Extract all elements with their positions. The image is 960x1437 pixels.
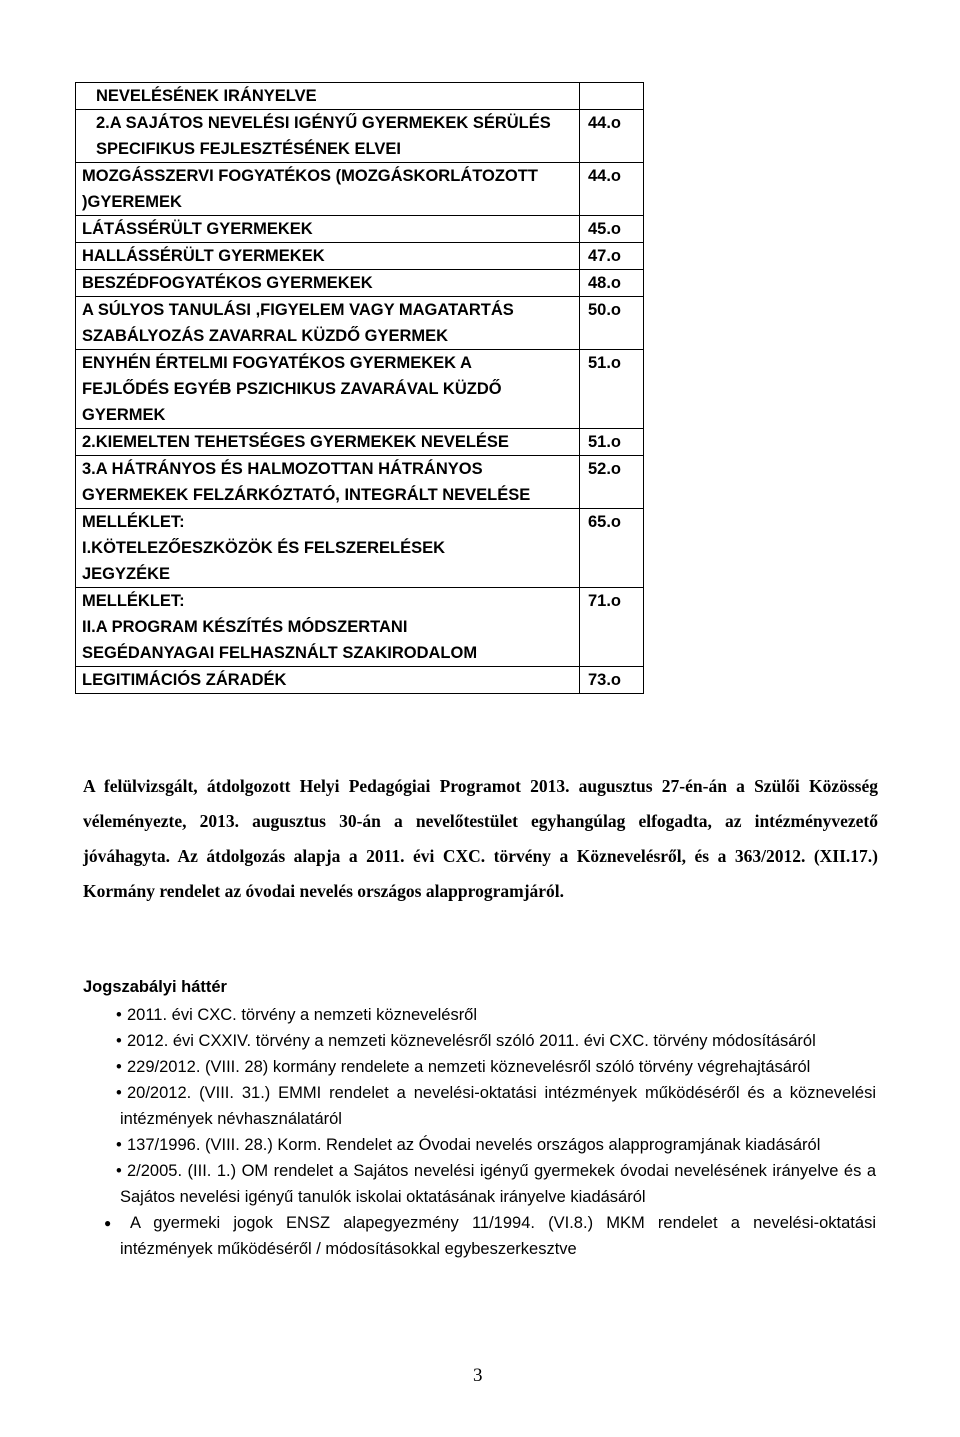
toc-row — [76, 163, 644, 216]
toc-entry-page: 73.o — [580, 667, 644, 694]
toc-entry-line: SEGÉDANYAGAI FELHASZNÁLT SZAKIRODALOM — [82, 644, 478, 662]
toc-entry-title — [76, 83, 580, 110]
bullet-icon: • — [116, 1032, 122, 1050]
toc-entry-title — [76, 216, 580, 243]
bullet-icon: • — [116, 1162, 122, 1180]
toc-entry-line: HALLÁSSÉRÜLT GYERMEKEK — [82, 247, 325, 265]
list-item: ● A gyermeki jogok ENSZ alapegyezmény 11/1994. (VI.8.) MKM rendelet a nevelési-oktatási intézmények működéséről / módosításokkal egybeszerkesztve — [120, 1210, 876, 1262]
toc-entry-title — [76, 350, 580, 429]
toc-entry-title — [76, 667, 580, 694]
list-item: • 2012. évi CXXIV. törvény a nemzeti köznevelésről szóló 2011. évi CXC. törvény módosításáról — [120, 1028, 876, 1054]
bullet-icon: • — [116, 1136, 122, 1154]
toc-entry-page: 48.o — [580, 270, 644, 297]
toc-entry-title — [76, 456, 580, 509]
toc-row — [76, 350, 644, 429]
toc-entry-line: GYERMEKEK FELZÁRKÓZTATÓ, INTEGRÁLT NEVELÉSE — [82, 486, 531, 504]
toc-entry-line: FEJLŐDÉS EGYÉB PSZICHIKUS ZAVARÁVAL KÜZDŐ — [82, 380, 502, 398]
toc-row — [76, 429, 644, 456]
list-item: • 229/2012. (VIII. 28) kormány rendelete a nemzeti köznevelésről szóló törvény végrehajtásáról — [120, 1054, 876, 1080]
toc-row — [76, 243, 644, 270]
toc-row — [76, 667, 644, 694]
toc-entry-line: )GYEREMEK — [82, 193, 182, 211]
toc-entry-page: 71.o — [580, 588, 644, 667]
toc-row — [76, 297, 644, 350]
toc-entry-title — [76, 297, 580, 350]
toc-entry-page: 45.o — [580, 216, 644, 243]
toc-row — [76, 270, 644, 297]
table-of-contents — [75, 82, 644, 694]
bullet-icon: ● — [104, 1216, 112, 1230]
toc-entry-line: LÁTÁSSÉRÜLT GYERMEKEK — [82, 220, 313, 238]
toc-entry-page: 52.o — [580, 456, 644, 509]
toc-entry-page: 44.o — [580, 110, 644, 163]
page-number: 3 — [473, 1365, 483, 1386]
list-item: • 2011. évi CXC. törvény a nemzeti köznevelésről — [120, 1002, 876, 1028]
toc-entry-line: SPECIFIKUS FEJLESZTÉSÉNEK ELVEI — [96, 140, 402, 158]
toc-entry-page: 51.o — [580, 429, 644, 456]
toc-entry-line: NEVELÉSÉNEK IRÁNYELVE — [96, 87, 317, 105]
toc-entry-line: MELLÉKLET: — [82, 592, 185, 610]
legal-background-list — [104, 1002, 876, 1262]
toc-entry-title — [76, 509, 580, 588]
toc-entry-line: 3.A HÁTRÁNYOS ÉS HALMOZOTTAN HÁTRÁNYOS — [82, 460, 483, 478]
bullet-icon: • — [116, 1006, 122, 1024]
toc-row — [76, 588, 644, 667]
toc-entry-title — [76, 110, 580, 163]
toc-entry-line: SZABÁLYOZÁS ZAVARRAL KÜZDŐ GYERMEK — [82, 327, 449, 345]
toc-entry-page: 65.o — [580, 509, 644, 588]
list-item: • 20/2012. (VIII. 31.) EMMI rendelet a nevelési-oktatási intézmények működéséről és a köznevelési intézmények névhasználatáról — [120, 1080, 876, 1132]
toc-entry-line: BESZÉDFOGYATÉKOS GYERMEKEK — [82, 274, 373, 292]
toc-row — [76, 110, 644, 163]
toc-entry-page: 44.o — [580, 163, 644, 216]
list-item: • 137/1996. (VIII. 28.) Korm. Rendelet az Óvodai nevelés országos alapprogramjának kiadásáról — [120, 1132, 876, 1158]
toc-entry-line: A SÚLYOS TANULÁSI ,FIGYELEM VAGY MAGATARTÁS — [82, 301, 514, 319]
toc-entry-line: MELLÉKLET: — [82, 513, 185, 531]
toc-entry-line: II.A PROGRAM KÉSZÍTÉS MÓDSZERTANI — [82, 618, 408, 636]
bullet-icon: • — [116, 1084, 122, 1102]
bullet-icon: • — [116, 1058, 122, 1076]
toc-entry-page: 51.o — [580, 350, 644, 429]
approval-paragraph: A felülvizsgált, átdolgozott Helyi Pedagógiai Programot 2013. augusztus 27-én-án a Szülői Közösség véleményezte, 2013. augusztus 30-án a nevelőtestület egyhangúlag elfogadta, az intézményvezető jóváhagyta. Az átdolgozás alapja a 2011. évi CXC. törvény a Köznevelésről, és a 363/2012. (XII.17.) Kormány rendelet az óvodai nevelés országos alapprogramjáról. — [83, 776, 878, 901]
toc-entry-title — [76, 270, 580, 297]
toc-entry-page: 50.o — [580, 297, 644, 350]
toc-row — [76, 216, 644, 243]
toc-entry-title — [76, 163, 580, 216]
toc-entry-line: I.KÖTELEZŐESZKÖZÖK ÉS FELSZERELÉSEK — [82, 539, 446, 557]
toc-row — [76, 83, 644, 110]
toc-row — [76, 509, 644, 588]
toc-entry-title — [76, 429, 580, 456]
list-item: • 2/2005. (III. 1.) OM rendelet a Sajátos nevelési igényű gyermekek óvodai nevelésének irányelve és a Sajátos nevelési igényű tanulók iskolai oktatásának irányelve kiadásáról — [120, 1158, 876, 1210]
toc-entry-line: JEGYZÉKE — [82, 565, 171, 583]
legal-background-heading: Jogszabályi háttér — [83, 978, 227, 996]
toc-entry-line: ENYHÉN ÉRTELMI FOGYATÉKOS GYERMEKEK A — [82, 354, 472, 372]
toc-entry-title — [76, 588, 580, 667]
toc-entry-line: MOZGÁSSZERVI FOGYATÉKOS (MOZGÁSKORLÁTOZOTT — [82, 167, 538, 185]
toc-entry-line: 2.A SAJÁTOS NEVELÉSI IGÉNYŰ GYERMEKEK SÉRÜLÉS — [96, 114, 551, 132]
toc-entry-line: LEGITIMÁCIÓS ZÁRADÉK — [82, 671, 287, 689]
toc-row — [76, 456, 644, 509]
toc-entry-line: GYERMEK — [82, 406, 166, 424]
toc-entry-page: 47.o — [580, 243, 644, 270]
toc-entry-title — [76, 243, 580, 270]
toc-entry-line: 2.KIEMELTEN TEHETSÉGES GYERMEKEK NEVELÉSE — [82, 433, 509, 451]
toc-entry-page — [580, 83, 644, 110]
